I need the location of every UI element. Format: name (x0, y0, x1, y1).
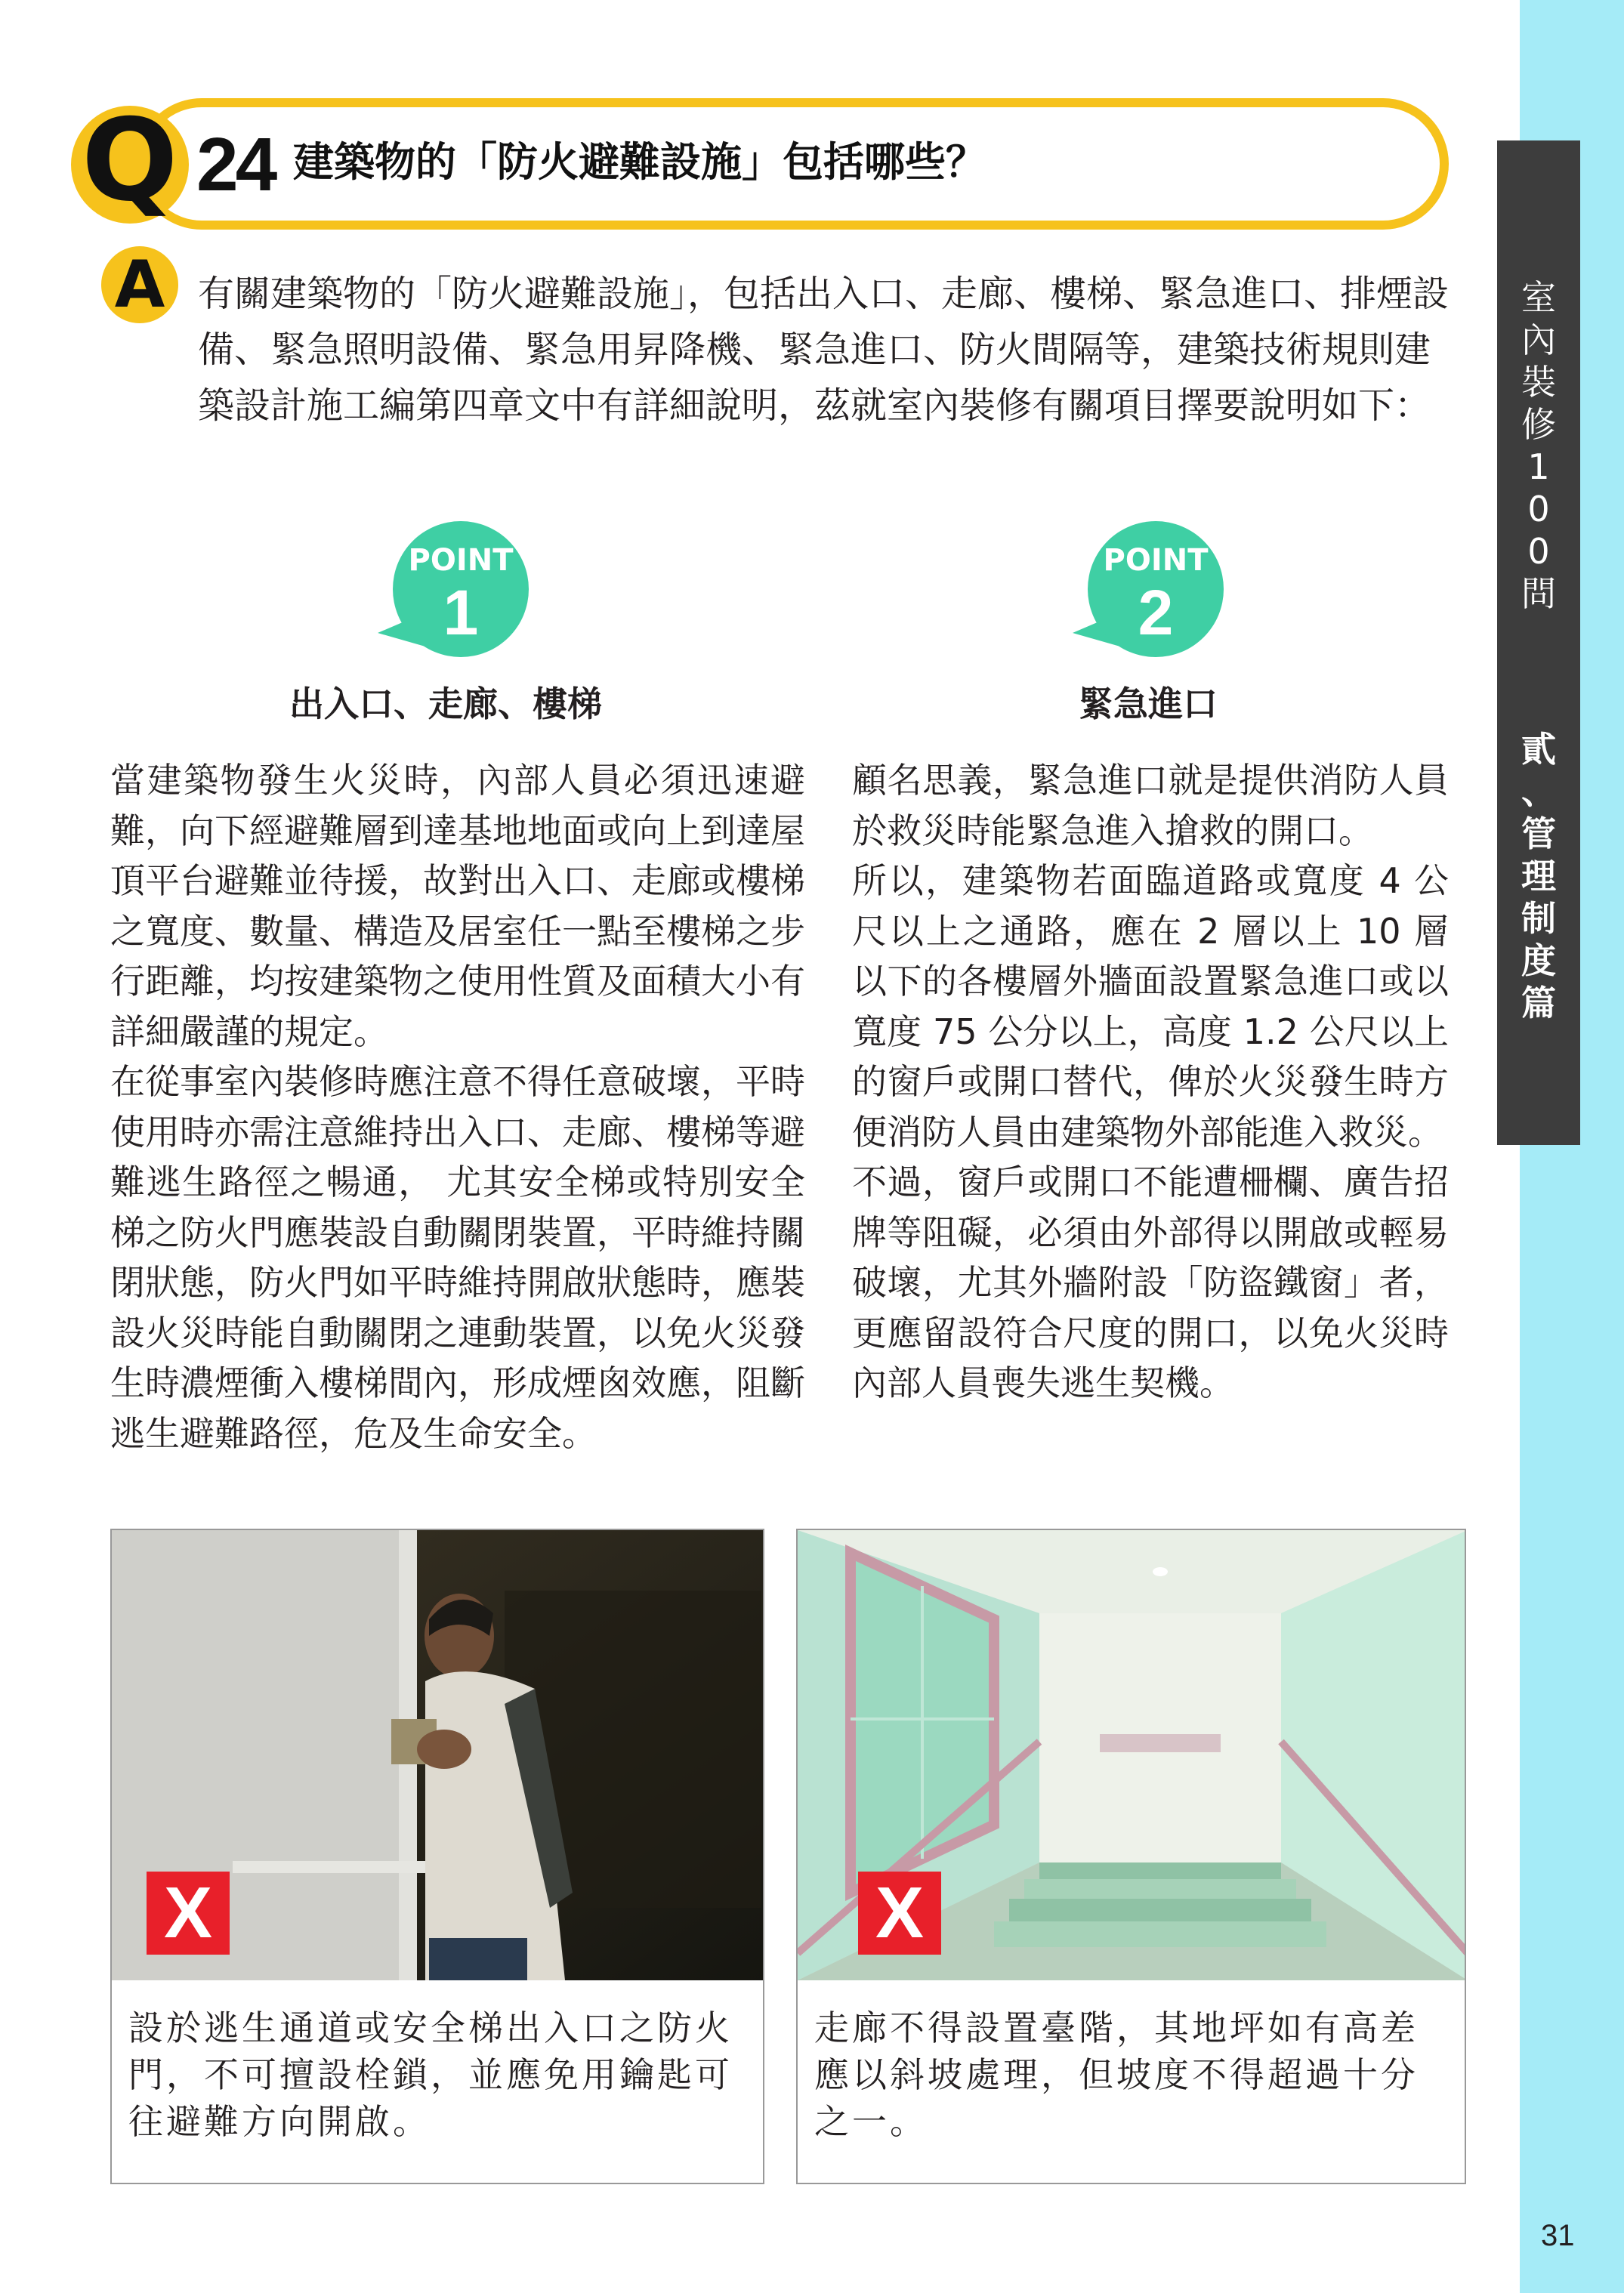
fire-door-photo (112, 1530, 763, 1980)
point-2-body (852, 755, 1449, 1409)
point-2-heading: 緊急進口 (1079, 684, 1218, 724)
photo-caption: 設於逃生通道或安全梯出入口之防火門，不可擅設栓鎖，並應免用鑰匙可往避難方向開啟。 (128, 2008, 733, 2142)
paragraph: 所以，建築物若面臨道路或寬度 4 公尺以上之通路，應在 2 層以上 10 層以下的各樓層外牆面設置緊急進口或以寬度 75 公分以上，高度 1.2 公尺以上的窗戶或開口替代，俾於火災發生時方便消防人員由建築物外部能進入救災。 (852, 860, 1449, 1153)
question-title: 建築物的「防火避難設施」包括哪些？ (293, 138, 986, 186)
prohibited-x-icon: X (147, 1872, 230, 1955)
photo-caption: 走廊不得設置臺階，其地坪如有高差應以斜坡處理，但坡度不得超過十分之一。 (814, 2008, 1419, 2142)
paragraph: 不過，窗戶或開口不能遭柵欄、廣告招牌等阻礙，必須由外部得以開啟或輕易破壞，尤其外牆附設「防盜鐵窗」者，更應留設符合尺度的開口，以免火災時內部人員喪失逃生契機。 (852, 1162, 1449, 1403)
paragraph: 在從事室內裝修時應注意不得任意破壞，平時使用時亦需注意維持出入口、走廊、樓梯等避難逃生路徑之暢通， 尤其安全梯或特別安全梯之防火門應裝設自動關閉裝置，平時維持關閉狀態，防火門如平時維持開啟狀態時，應裝設火災時能自動關閉之連動裝置，以免火災發生時濃煙衝入樓梯間內，形成煙囪效應，阻斷逃生避難路徑，危及生命安全。 (110, 1061, 805, 1454)
corridor-photo (798, 1530, 1465, 1980)
point-1-body (110, 755, 805, 1458)
photo-card-fire-door (110, 1529, 764, 2184)
answer-letter: A (114, 247, 165, 323)
book-title-vertical: 室 內 裝 修 1 0 0 問 (1521, 277, 1556, 614)
section-title-vertical: 貳 、 管 理 制 度 篇 (1521, 729, 1556, 1023)
page-number: 31 (1541, 2219, 1575, 2252)
prohibited-x-icon: X (858, 1872, 941, 1955)
photo-card-corridor (796, 1529, 1466, 2184)
question-number: 24 (196, 122, 275, 207)
paragraph: 顧名思義，緊急進口就是提供消防人員於救災時能緊急進入搶救的開口。 (852, 760, 1449, 851)
paragraph: 當建築物發生火災時，內部人員必須迅速避難，向下經避難層到達基地地面或向上到達屋頂平台避難並待援，故對出入口、走廊或樓梯之寬度、數量、構造及居室任一點至樓梯之步行距離，均按建築物之使用性質及面積大小有詳細嚴謹的規定。 (110, 760, 805, 1052)
point-1-badge: POINT 1 (378, 521, 529, 672)
point-2-badge: POINT 2 (1073, 521, 1224, 672)
point-1-heading: 出入口、走廊、樓梯 (289, 684, 602, 724)
chapter-tab (1497, 140, 1580, 1145)
question-letter: Q (82, 95, 178, 227)
answer-intro: 有關建築物的「防火避難設施」，包括出入口、走廊、樓梯、緊急進口、排煙設備、緊急照明設備、緊急用昇降機、緊急進口、防火間隔等，建築技術規則建築設計施工編第四章文中有詳細說明，茲就室內裝修有關項目擇要說明如下： (198, 273, 1450, 427)
